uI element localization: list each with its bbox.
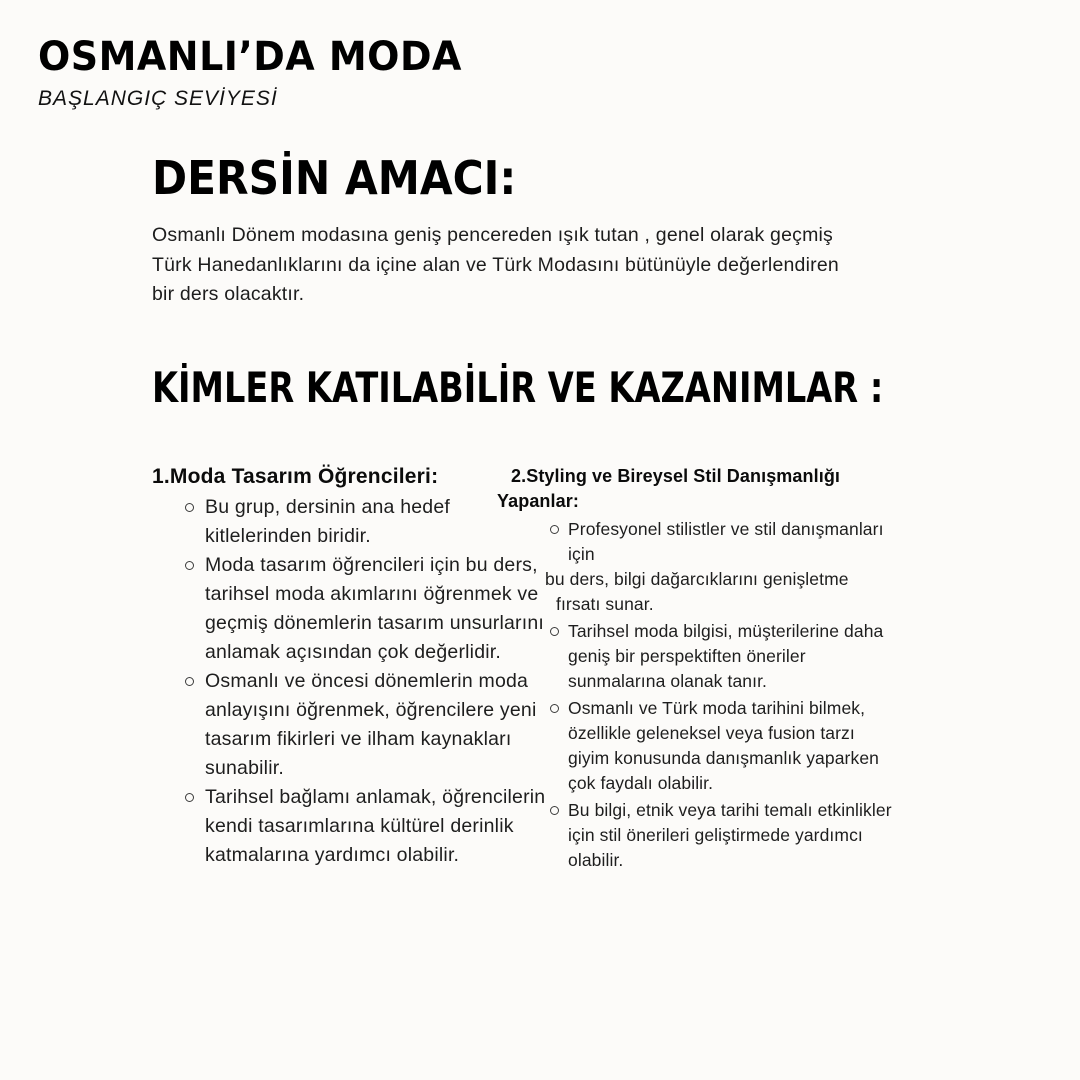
purpose-paragraph bbox=[152, 221, 839, 310]
list-item bbox=[497, 619, 897, 694]
bullet-circle-icon bbox=[185, 677, 194, 686]
bullet-circle-icon bbox=[550, 806, 559, 815]
list-item-text: Moda tasarım öğrencileri için bu ders, tarihsel moda akımlarını öğrenmek ve geçmiş dönemlerin tasarım unsurlarını anlamak açısından çok değerlidir. bbox=[205, 554, 545, 663]
purpose-line: Türk Hanedanlıklarını da içine alan ve Türk Modasını bütünüyle değerlendiren bbox=[152, 253, 839, 276]
bullet-circle-icon bbox=[550, 627, 559, 636]
page-title: OSMANLI’DA MODA bbox=[38, 34, 462, 80]
list-item bbox=[497, 696, 897, 796]
column-heading bbox=[497, 464, 897, 514]
column-styling-danismanligi bbox=[497, 464, 897, 875]
list-item-text: Tarihsel moda bilgisi, müşterilerine daha geniş bir perspektiften öneriler sunmalarına olanak tanır. bbox=[568, 621, 884, 691]
column-heading: 1.Moda Tasarım Öğrencileri: bbox=[152, 465, 439, 488]
column-moda-tasarim-ogrencileri bbox=[152, 462, 552, 870]
section-heading-kimler: KİMLER KATILABİLİR VE KAZANIMLAR : bbox=[152, 363, 884, 412]
list-item-continuation bbox=[545, 567, 897, 617]
bullet-circle-icon bbox=[550, 525, 559, 534]
list-item bbox=[152, 667, 552, 783]
slide-header bbox=[38, 36, 484, 111]
bullet-list bbox=[152, 493, 552, 870]
bullet-circle-icon bbox=[550, 704, 559, 713]
list-item-text: Profesyonel stilistler ve stil danışmanları için bbox=[568, 519, 884, 564]
list-item bbox=[497, 517, 897, 617]
column-heading-line: Yapanlar: bbox=[497, 491, 579, 511]
bullet-list bbox=[497, 517, 897, 873]
list-item-text: Bu grup, dersinin ana hedef kitlelerinden biridir. bbox=[205, 496, 450, 547]
list-item bbox=[152, 493, 552, 551]
list-item-text: Osmanlı ve Türk moda tarihini bilmek, özellikle geleneksel veya fusion tarzı giyim konusunda danışmanlık yaparken çok faydalı olabilir. bbox=[568, 698, 879, 793]
section-heading-dersin-amaci: DERSİN AMACI: bbox=[152, 151, 517, 205]
bullet-circle-icon bbox=[185, 793, 194, 802]
list-item-text: Osmanlı ve öncesi dönemlerin moda anlayışını öğrenmek, öğrencilere yeni tasarım fikirleri ve ilham kaynakları sunabilir. bbox=[205, 670, 537, 779]
list-item bbox=[152, 783, 552, 870]
column-heading-line: 2.Styling ve Bireysel Stil Danışmanlığı bbox=[511, 466, 841, 486]
page-subtitle: BAŞLANGIÇ SEVİYESİ bbox=[38, 87, 278, 110]
list-item-text: Bu bilgi, etnik veya tarihi temalı etkinlikler için stil önerileri geliştirmede yardımcı olabilir. bbox=[568, 800, 892, 870]
purpose-line: Osmanlı Dönem modasına geniş pencereden ışık tutan , genel olarak geçmiş bbox=[152, 224, 834, 246]
list-item-text: Tarihsel bağlamı anlamak, öğrencilerin kendi tasarımlarına kültürel derinlik katmalarına yardımcı olabilir. bbox=[205, 786, 546, 866]
purpose-line: bir ders olacaktır. bbox=[152, 283, 305, 305]
list-item bbox=[497, 798, 897, 873]
bullet-circle-icon bbox=[185, 503, 194, 512]
list-item bbox=[152, 551, 552, 667]
continuation-line: bu ders, bilgi dağarcıklarını genişletme bbox=[545, 569, 849, 589]
bullet-circle-icon bbox=[185, 561, 194, 570]
continuation-line: fırsatı sunar. bbox=[556, 594, 654, 614]
